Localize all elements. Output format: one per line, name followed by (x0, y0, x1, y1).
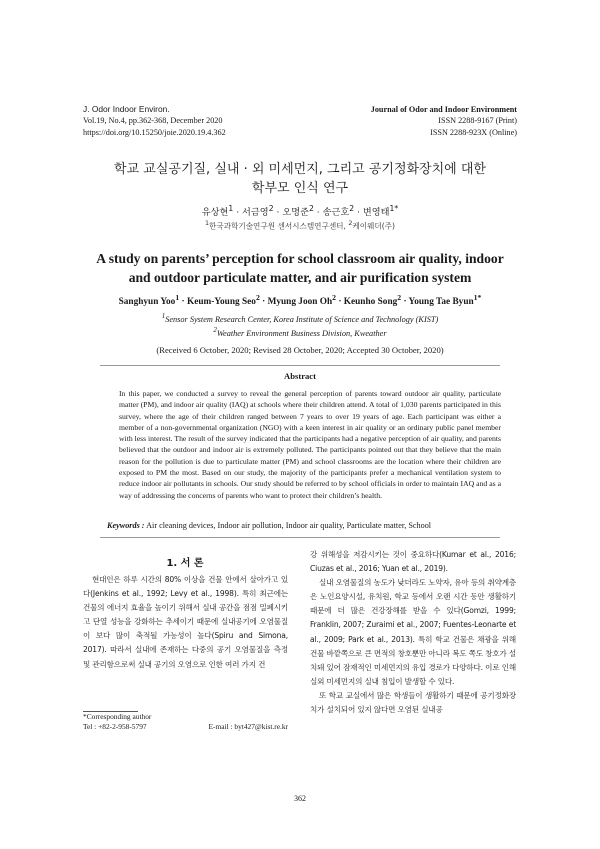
journal-header-left (83, 104, 226, 138)
author-name: Sanghyun Yoo (118, 297, 176, 308)
author-sup: 2 (349, 204, 355, 213)
english-affil2: Weather Environment Business Division, Kweather (216, 329, 387, 339)
english-title (60, 249, 540, 287)
volume-pages: Vol.19, No.4, pp.362-368, December 2020 (83, 116, 223, 126)
author-sup: 1* (473, 293, 482, 302)
journal-header-right (371, 104, 517, 138)
corresponding-author: *Corresponding author (83, 712, 152, 721)
paragraph: 현대인은 하루 시간의 80% 이상을 건물 안에서 살아가고 있다(Jenkins et al., 1992; Levy et al., 1998). 특히 최근에는 건물의 에너지 효율을 높이기 위해서 실내 공간을 점점 밀폐시키고 단열 성능을 강화하는 추세이기 때문에 실내공기에 오염물질이 보다 많이 축적될 가능성이 높다(Spiru and Simona, 2017). 따라서 실내에 존재하는 다중의 공기 오염물질을 측정 및 관리함으로써 실내 공기의 오염으로 인한 여러 가지 건 (83, 575, 288, 669)
author-name: 변영태 (362, 207, 390, 219)
journal-full-name: Journal of Odor and Indoor Environment (370, 105, 517, 114)
author-sup: 2 (308, 204, 314, 213)
author-name: Keum-Young Seo (186, 297, 256, 308)
author-name: 서금영 (242, 207, 269, 219)
affil-sup: 2 (213, 327, 217, 335)
korean-title-line2: 학부모 인식 연구 (251, 181, 349, 196)
korean-authors: 유상현$^1$ · 서금영$^2$ · 오명준$^2$ · 송근호$^2$ · 변영태$^{1*}$ (201, 204, 399, 219)
korean-affil2: 케이웨더(주) (352, 221, 395, 231)
received-dates: (Received 6 October, 2020; Revised 28 October, 2020; Accepted 30 October, 2020) (156, 345, 444, 355)
paragraph: 또 학교 교실에서 많은 학생들이 생활하기 때문에 공기정화장치가 설치되어 있지 않다면 오염된 실내공 (310, 690, 516, 715)
author-name: Keunho Song (343, 297, 398, 308)
korean-affiliations (60, 220, 540, 232)
author-tel: Tel : +82-2-958-5797 (83, 722, 147, 731)
keywords-label: Keywords : (107, 521, 145, 530)
english-title-line2: and outdoor particulate matter, and air purification system (128, 270, 472, 285)
author-sup: 2 (397, 293, 402, 302)
page-number: 362 (294, 794, 306, 803)
english-affil1: Sensor System Research Center, Korea Institute of Science and Technology (KIST) (165, 314, 439, 324)
english-authors: Sanghyun Yoo$^1$ · Keum-Young Seo$^2$ · Myung Joon $Oh^2$ · Keunho Song$^2$ · Young Tae Byun$^{1*}$ (118, 293, 482, 308)
author-email[interactable]: E-mail : byt427@kist.re.kr (208, 722, 288, 731)
author-name: 유상현 (201, 207, 229, 219)
english-title-line1: A study on parents’ perception for school classroom air quality, indoor (96, 251, 504, 266)
author-name: Myung Joon Oh (267, 297, 333, 308)
body-column-left (83, 573, 288, 672)
paragraph: 실내 오염물질의 농도가 낮더라도 노약자, 유아 등의 취약계층은 노인요양시설, 유치원, 학교 등에서 오랜 시간 동안 생활하기 때문에 더 많은 건강장해를 받을 수 있다(Gomzi, 1999; Franklin, 2007; Zuraimi et al., 2007; Fuentes-Leonarte et al., 2009; Park et al., 2013). 특히 학교 건물은 채광을 위해 건물 바깥쪽으로 큰 면적의 창호뿐만 아니라 복도 쪽도 창호가 설치돼 있어 잠재적인 미세먼지의 유입 경로가 다양하다. 이로 인해 실외 미세먼지의 실내 침입이 발생할 수 있다. (310, 578, 516, 686)
affil-sup: 1 (161, 313, 166, 320)
abstract-top-rule (100, 365, 500, 366)
korean-affil1: 한국과학기술연구원 센서시스템연구센터, (209, 221, 349, 231)
footnote (83, 712, 288, 732)
author-name: 송근호 (322, 207, 350, 219)
author-name: Young Tae Byun (408, 297, 474, 308)
journal-short-name: J. Odor Indoor Environ. (83, 104, 170, 114)
doi-link[interactable]: https://doi.org/10.15250/joie.2020.19.4.362 (83, 127, 226, 137)
abstract-body: In this paper, we conducted a survey to reveal the general perception of parents toward outdoor air quality, particulate matter (PM), and indoor air quality (IAQ) at schools where their children attend. A total of 1,030 parents participated in this survey, where the age of their children ranged between 7 years to over 19 years of age. Each participant was either a member of a non-governmental organization (NGO) with a keen interest in air quality or an ordinary public panel member with less interest. The result of the survey indicated that the participants had a negative perception of air quality, and parents believed that the outdoor and indoor air is extremely polluted. The participants pointed out that they believe that the main reason for the pollution is due to particulate matter (PM) and school classrooms are the location where their children are exposed to PM the most. Based on our study, the majority of the participants prefer a mechanical ventilation system to reduce indoor air pollutants in schools. Our study should be referred to by school officials in order to maintain IAQ and as a way of addressing the concerns of parents who want to protect their children’s health. (119, 389, 501, 500)
english-affiliations (60, 311, 540, 340)
author-sup: 2 (268, 204, 274, 213)
author-sup: 1 (175, 293, 180, 302)
section-title-introduction: 1. 서 론 (166, 558, 204, 569)
korean-title-line1: 학교 교실공기질, 실내 · 외 미세먼지, 그리고 공기정화장치에 대한 (114, 162, 486, 177)
author-name: 오명준 (282, 207, 309, 219)
issn-print: ISSN 2288-9167 (Print) (438, 116, 517, 126)
keywords (107, 521, 431, 530)
abstract-bottom-rule (100, 537, 500, 538)
affil-sup: 1 (205, 220, 210, 227)
author-sup: 1 (228, 204, 234, 213)
paragraph: 강 위해성을 저감시키는 것이 중요하다(Kumar et al., 2016; Ciuzas et al., 2016; Yuan et al., 2019). (310, 550, 516, 574)
issn-online: ISSN 2288-923X (Online) (430, 127, 517, 137)
author-sup: 1* (389, 204, 399, 213)
author-sup: 2 (255, 293, 260, 302)
body-column-right (310, 548, 516, 717)
abstract-heading: Abstract (284, 371, 316, 381)
korean-title (60, 160, 540, 198)
affil-sup: 2 (348, 220, 353, 227)
author-sup: 2 (332, 293, 337, 302)
keywords-text: Air cleaning devices, Indoor air pollution, Indoor air quality, Particulate matter, School (146, 521, 432, 530)
